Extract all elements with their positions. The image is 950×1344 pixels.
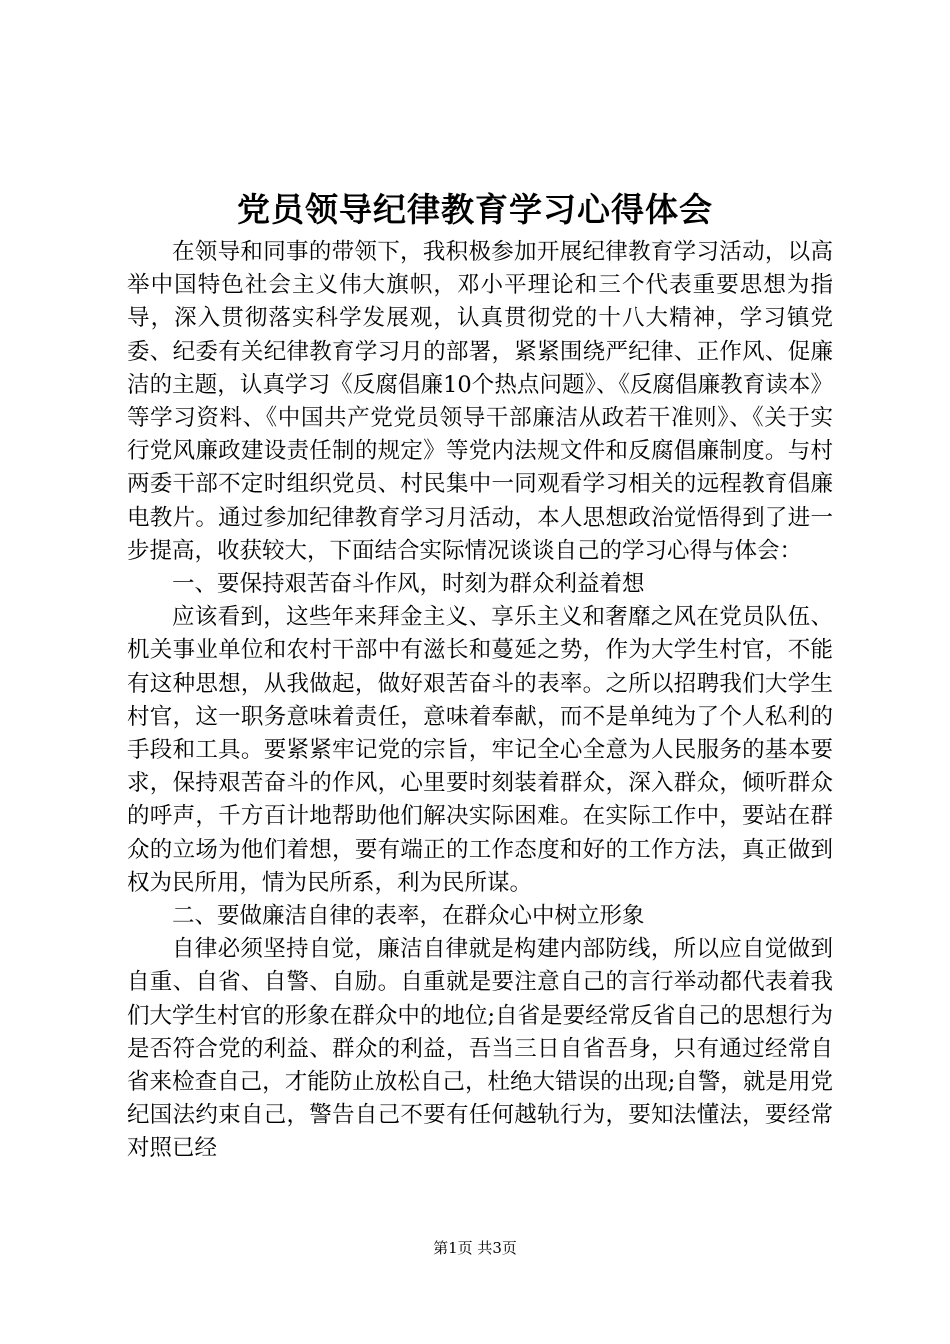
section-heading-2: 二、要做廉洁自律的表率，在群众心中树立形象 <box>172 903 645 930</box>
section-heading-1: 一、要保持艰苦奋斗作风，时刻为群众利益着想 <box>172 571 645 598</box>
paragraph-section-1: 应该看到，这些年来拜金主义、享乐主义和奢靡之风在党员队伍、机关事业单位和农村干部中有滋长和蔓延之势，作为大学生村官，不能有这种思想，从我做起，做好艰苦奋斗的表率。之所以招聘我们大学生村官，这一职务意味着责任，意味着奉献，而不是单纯为了个人私利的手段和工具。要紧紧牢记党的宗旨，牢记全心全意为人民服务的基本要求，保持艰苦奋斗的作风，心里要时刻装着群众，深入群众，倾听群众的呼声，千方百计地帮助他们解决实际困难。在实际工作中，要站在群众的立场为他们着想，要有端正的工作态度和好的工作方法，真正做到权为民所用，情为民所系，利为民所谋。 <box>127 604 833 896</box>
document-body <box>127 236 833 1166</box>
paragraph-intro: 在领导和同事的带领下，我积极参加开展纪律教育学习活动，以高举中国特色社会主义伟大旗帜，邓小平理论和三个代表重要思想为指导，深入贯彻落实科学发展观，认真贯彻党的十八大精神，学习镇党委、纪委有关纪律教育学习月的部署，紧紧围绕严纪律、正作风、促廉洁的主题，认真学习《反腐倡廉10个热点问题》、《反腐倡廉教育读本》等学习资料、《中国共产党党员领导干部廉洁从政若干准则》、《关于实行党风廉政建设责任制的规定》等党内法规文件和反腐倡廉制度。与村两委干部不定时组织党员、村民集中一同观看学习相关的远程教育倡廉电教片。通过参加纪律教育学习月活动，本人思想政治觉悟得到了进一步提高，收获较大，下面结合实际情况谈谈自己的学习心得与体会： <box>127 239 833 564</box>
document-title: 党员领导纪律教育学习心得体会 <box>237 190 713 229</box>
page-number-footer: 第1页 共3页 <box>433 1239 517 1257</box>
paragraph-section-2: 自律必须坚持自觉，廉洁自律就是构建内部防线，所以应自觉做到自重、自省、自警、自励。自重就是要注意自己的言行举动都代表着我们大学生村官的形象在群众中的地位;自省是要经常反省自己的思想行为是否符合党的利益、群众的利益，吾当三日自省吾身，只有通过经常自省来检查自己，才能防止放松自己，杜绝大错误的出现;自警，就是用党纪国法约束自己，警告自己不要有任何越轨行为，要知法懂法，要经常对照已经 <box>127 936 833 1162</box>
